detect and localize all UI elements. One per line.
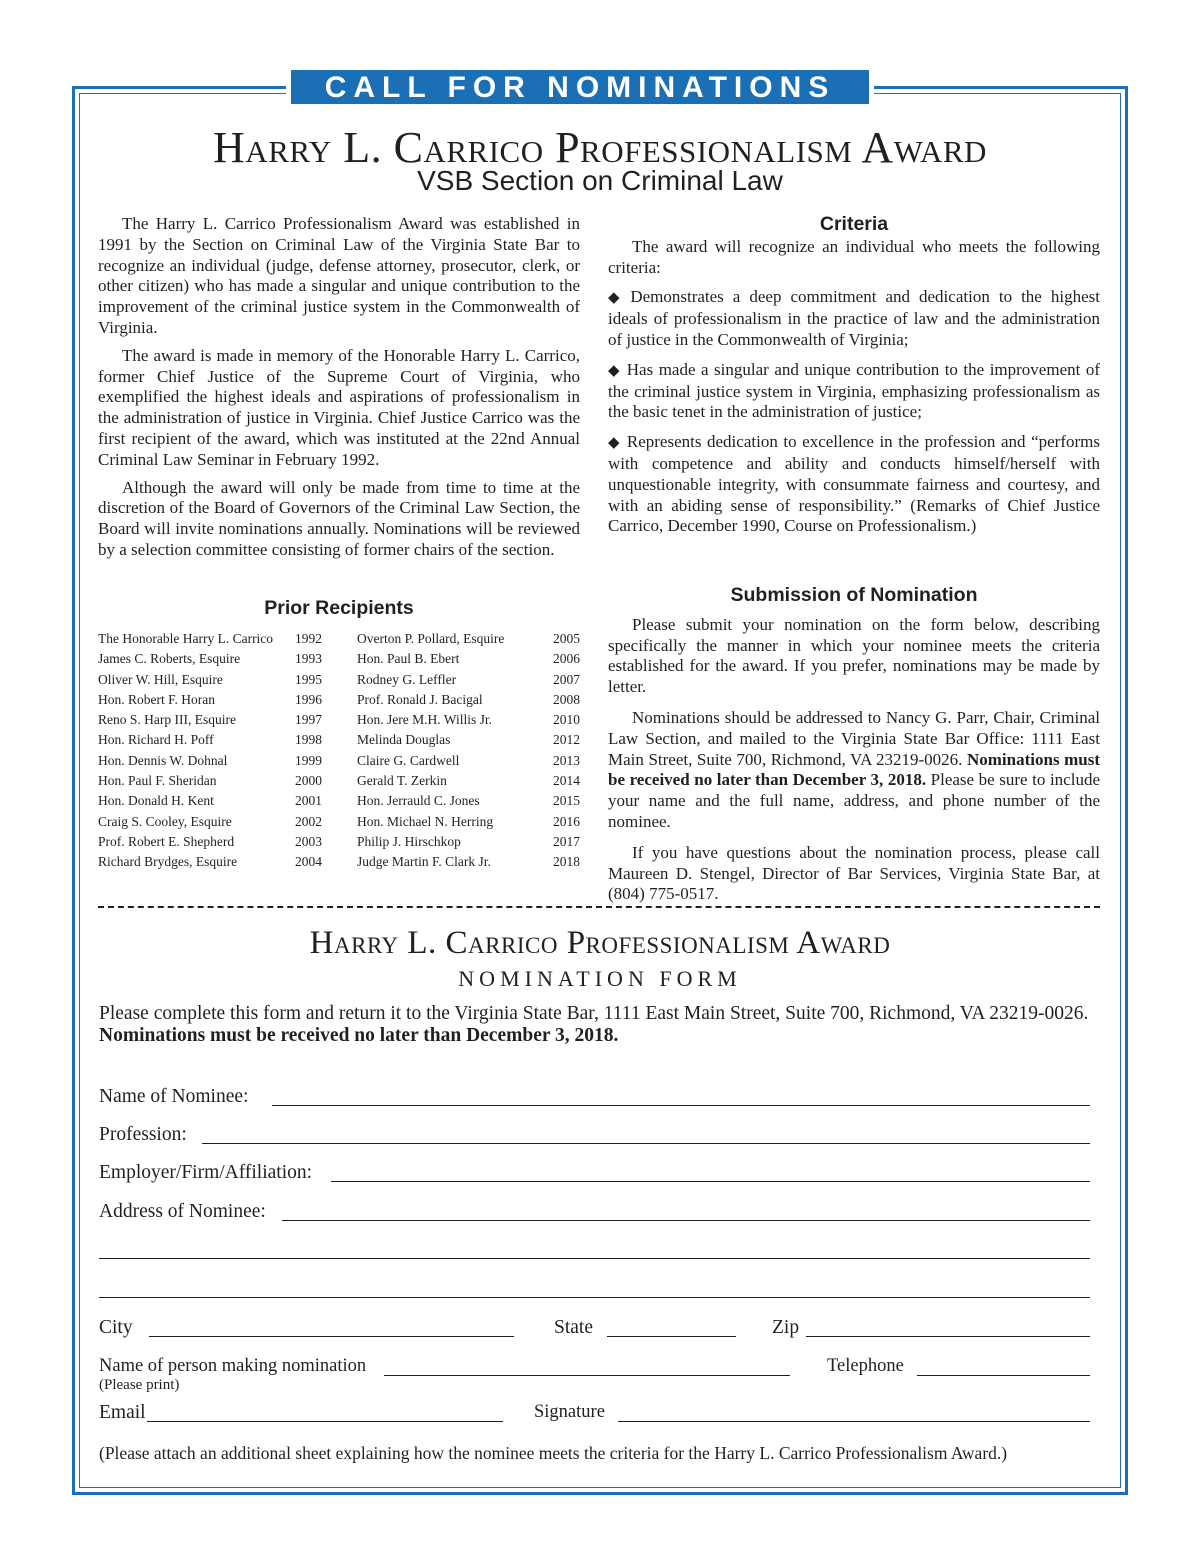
recipient-row xyxy=(98,629,322,649)
recipient-year: 2016 xyxy=(553,813,580,829)
zip-label: Zip xyxy=(772,1317,800,1338)
recipient-year: 2007 xyxy=(553,671,580,687)
email-line[interactable] xyxy=(147,1421,503,1422)
recipient-row xyxy=(357,791,580,811)
recipient-name: Richard Brydges, Esquire xyxy=(98,854,238,870)
form-intro xyxy=(99,1003,1103,1047)
recipient-name: Craig S. Cooley, Esquire xyxy=(98,813,232,829)
address-label: Address of Nominee: xyxy=(99,1201,266,1222)
recipient-year: 1995 xyxy=(295,671,322,687)
recipient-name: Judge Martin F. Clark Jr. xyxy=(357,854,491,870)
recipient-row xyxy=(357,730,580,750)
prior-recipients-heading: Prior Recipients xyxy=(264,597,414,619)
recipient-name: Hon. Robert F. Horan xyxy=(98,691,216,707)
recipient-name: Hon. Dennis W. Dohnal xyxy=(98,752,228,768)
submission-deadline: Nominations must be received no later than December 3, 2018. xyxy=(608,749,1101,790)
telephone-label: Telephone xyxy=(827,1356,904,1376)
recipient-row xyxy=(357,832,580,852)
form-subtitle: NOMINATION FORM xyxy=(458,966,742,991)
nominator-label: Name of person making nomination xyxy=(99,1356,367,1376)
recipient-name: Hon. Jerrauld C. Jones xyxy=(357,793,480,809)
submission-address-text: Nominations should be addressed to Nancy G. Parr, Chair, Criminal Law Section, and mailed to the Virginia State Bar Office: 1111 East Main Street, Suite 700, Richmond, VA 23219-0026. xyxy=(608,707,1100,769)
diamond-bullet-icon: ◆ xyxy=(608,435,621,452)
recipient-name: Rodney G. Leffler xyxy=(357,671,457,687)
award-title: Harry L. Carrico Professionalism Award xyxy=(213,123,987,172)
recipient-year: 2015 xyxy=(553,793,580,809)
recipient-row xyxy=(98,812,322,832)
recipient-name: Reno S. Harp III, Esquire xyxy=(98,712,236,728)
recipient-name: Gerald T. Zerkin xyxy=(357,773,447,789)
criteria-item-text: Represents dedication to excellence in the profession and “performs with competence and ability and conducts himself/herself with unquestionable integrity, with consummate fairness and courtesy, and with an abiding sense of responsibility.” (Remarks of Chief Justice Carrico, December 1990, Course on Professionalism.) xyxy=(608,432,1100,536)
recipient-year: 1999 xyxy=(295,752,322,768)
attachment-note: (Please attach an additional sheet explaining how the nominee meets the criteria for the Harry L. Carrico Professionalism Award.) xyxy=(99,1443,1008,1463)
intro-paragraph-1: The Harry L. Carrico Professionalism Award was established in 1991 by the Section on Criminal Law of the Virginia State Bar to recognize an individual (judge, defense attorney, prosecutor, clerk, or other citizen) who has made a singular and unique contribution to the improvement of the criminal justice system in the Commonwealth of Virginia. xyxy=(98,214,580,337)
recipient-row xyxy=(98,670,322,690)
nominee-label: Name of Nominee: xyxy=(99,1086,249,1107)
criteria-item xyxy=(608,360,1100,423)
recipient-year: 1996 xyxy=(295,691,322,707)
recipient-row xyxy=(357,852,580,872)
recipient-name: Philip J. Hirschkop xyxy=(357,833,461,849)
address-line-2[interactable] xyxy=(99,1258,1090,1259)
nominee-name-line[interactable] xyxy=(272,1105,1090,1106)
zip-line[interactable] xyxy=(806,1336,1090,1337)
address-line-1[interactable] xyxy=(282,1220,1090,1221)
recipient-name: Hon. Michael N. Herring xyxy=(357,813,494,829)
address-line-3[interactable] xyxy=(99,1297,1090,1298)
recipient-name: Hon. Paul B. Ebert xyxy=(357,651,460,667)
signature-label: Signature xyxy=(534,1402,605,1422)
submission-heading: Submission of Nomination xyxy=(730,584,978,606)
recipient-row xyxy=(357,649,580,669)
recipient-row xyxy=(357,812,580,832)
submission-paragraph-2 xyxy=(608,708,1100,833)
criteria-item-text: Has made a singular and unique contribution to the improvement of the criminal justice system in Virginia, emphasizing professionalism as the basic tenet in the administration of justice; xyxy=(608,359,1100,422)
employer-line[interactable] xyxy=(331,1181,1090,1182)
signature-line[interactable] xyxy=(618,1421,1090,1422)
recipient-name: Overton P. Pollard, Esquire xyxy=(357,631,505,646)
recipient-name: James C. Roberts, Esquire xyxy=(98,651,241,667)
recipient-name: Hon. Donald H. Kent xyxy=(98,793,214,809)
cut-line-divider xyxy=(98,906,1100,908)
recipient-year: 2017 xyxy=(553,833,580,849)
recipient-year: 1998 xyxy=(295,732,322,748)
recipient-row xyxy=(98,791,322,811)
intro-paragraph-3: Although the award will only be made from time to time at the discretion of the Board of Governors of the Criminal Law Section, the Board will invite nominations annually. Nominations will be reviewed by a selection committee consisting of former chairs of the section. xyxy=(98,477,580,559)
call-for-nominations-banner: CALL FOR NOMINATIONS xyxy=(291,70,869,104)
recipient-year: 2005 xyxy=(553,631,580,646)
recipient-row xyxy=(357,771,580,791)
recipient-row xyxy=(98,771,322,791)
intro-column xyxy=(98,214,580,568)
recipient-row xyxy=(357,751,580,771)
criteria-heading: Criteria xyxy=(819,213,889,235)
submission-paragraph-1: Please submit your nomination on the form below, describing specifically the manner in which your nominee meets the criteria established for the award. If you prefer, nominations may be made by letter. xyxy=(608,614,1100,697)
diamond-bullet-icon: ◆ xyxy=(608,362,621,379)
email-label: Email xyxy=(99,1402,146,1423)
recipient-year: 1993 xyxy=(295,651,322,667)
recipient-year: 2003 xyxy=(295,833,322,849)
intro-paragraph-2: The award is made in memory of the Honorable Harry L. Carrico, former Chief Justice of the Supreme Court of Virginia, who exemplified the highest ideals and aspirations of professionalism in the administration of justice in Virginia. Chief Justice Carrico was the first recipient of the award, which was instituted at the 22nd Annual Criminal Law Seminar in February 1992. xyxy=(98,345,580,469)
section-subtitle: VSB Section on Criminal Law xyxy=(417,165,783,196)
recipient-name: Prof. Ronald J. Bacigal xyxy=(357,691,483,707)
recipient-name: Hon. Paul F. Sheridan xyxy=(98,773,217,789)
diamond-bullet-icon: ◆ xyxy=(608,290,625,307)
recipient-row xyxy=(98,730,322,750)
recipient-year: 2013 xyxy=(553,752,580,768)
recipient-year: 2014 xyxy=(553,773,580,789)
recipient-year: 2010 xyxy=(553,712,580,728)
recipient-row xyxy=(98,832,322,852)
criteria-item-text: Demonstrates a deep commitment and dedication to the highest ideals of professionalism in the practice of law and the administration of justice in the Commonwealth of Virginia; xyxy=(608,287,1100,349)
recipient-row xyxy=(98,690,322,710)
submission-include-text: Please be sure to include your name and the full name, address, and phone number of the nominee. xyxy=(608,770,1100,831)
recipient-year: 2000 xyxy=(295,773,322,789)
recipient-year: 2001 xyxy=(295,793,322,809)
state-line[interactable] xyxy=(607,1336,736,1337)
recipient-name: Hon. Jere M.H. Willis Jr. xyxy=(357,712,492,728)
criteria-column xyxy=(608,214,1100,537)
submission-column xyxy=(608,585,1100,915)
criteria-item xyxy=(608,287,1100,350)
prior-recipients-list-right xyxy=(357,629,580,873)
recipient-name: Melinda Douglas xyxy=(357,732,451,748)
recipient-year: 2012 xyxy=(553,732,580,748)
prior-recipients-list-left xyxy=(98,629,322,873)
form-intro-text: Please complete this form and return it to the Virginia State Bar, 1111 East Main Street, Suite 700, Richmond, VA 23219-0026. xyxy=(99,1003,1089,1024)
recipient-row xyxy=(357,690,580,710)
recipient-year: 2008 xyxy=(553,691,580,707)
employer-label: Employer/Firm/Affiliation: xyxy=(99,1162,313,1183)
profession-line[interactable] xyxy=(202,1143,1090,1144)
recipient-row xyxy=(357,670,580,690)
recipient-row xyxy=(98,751,322,771)
recipient-row xyxy=(98,649,322,669)
recipient-name: Prof. Robert E. Shepherd xyxy=(98,833,235,849)
form-deadline: Nominations must be received no later than December 3, 2018. xyxy=(99,1025,619,1046)
recipient-name: Oliver W. Hill, Esquire xyxy=(98,671,223,687)
recipient-year: 2018 xyxy=(553,854,580,870)
recipient-year: 2002 xyxy=(295,813,322,829)
recipient-year: 2004 xyxy=(295,854,322,870)
form-title: Harry L. Carrico Professionalism Award xyxy=(309,925,891,961)
recipient-row xyxy=(357,710,580,730)
please-print-note: (Please print) xyxy=(99,1377,180,1393)
profession-label: Profession: xyxy=(99,1124,187,1145)
nominator-line[interactable] xyxy=(384,1375,790,1376)
criteria-lead: The award will recognize an individual who meets the following criteria: xyxy=(608,236,1100,277)
submission-paragraph-3: If you have questions about the nomination process, please call Maureen D. Stengel, Director of Bar Services, Virginia State Bar, at (804) 775-0517. xyxy=(608,842,1100,904)
recipient-name: Claire G. Cardwell xyxy=(357,752,460,768)
criteria-item xyxy=(608,432,1100,537)
state-label: State xyxy=(554,1317,593,1338)
recipient-year: 1997 xyxy=(295,712,322,728)
recipient-year: 2006 xyxy=(553,651,580,667)
recipient-year: 1992 xyxy=(295,631,322,646)
city-line[interactable] xyxy=(149,1336,514,1337)
telephone-line[interactable] xyxy=(917,1375,1090,1376)
recipient-row xyxy=(98,852,322,872)
recipient-name: The Honorable Harry L. Carrico xyxy=(98,631,274,646)
recipient-row xyxy=(357,629,580,649)
recipient-name: Hon. Richard H. Poff xyxy=(98,732,214,748)
city-label: City xyxy=(99,1317,133,1338)
recipient-row xyxy=(98,710,322,730)
